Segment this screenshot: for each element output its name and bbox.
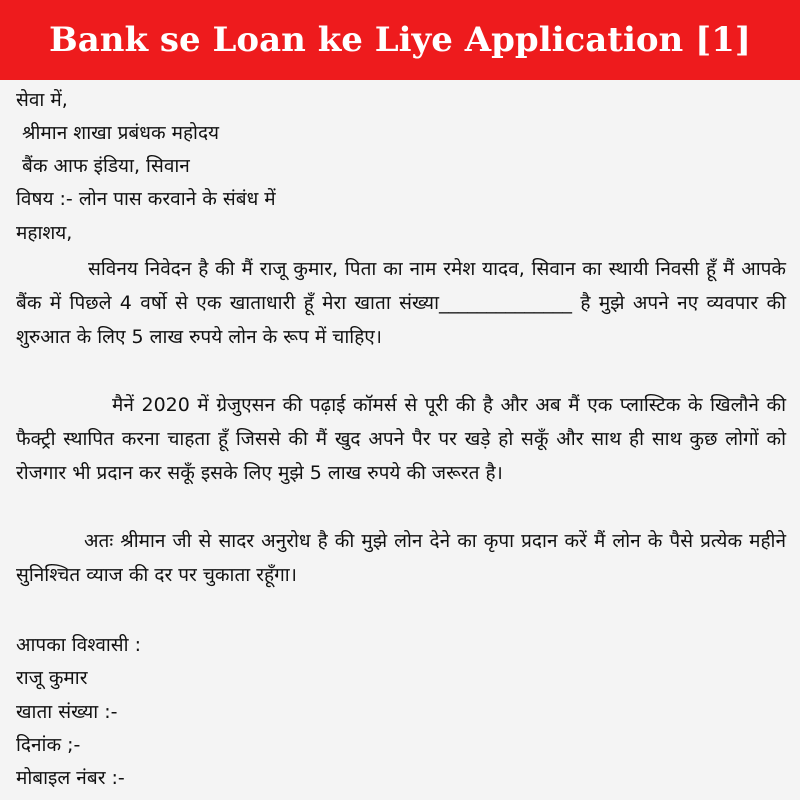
subject-line: विषय :- लोन पास करवाने के संबंध में bbox=[16, 188, 276, 210]
date-label: दिनांक ;- bbox=[16, 734, 81, 756]
recipient: श्रीमान शाखा प्रबंधक महोदय bbox=[16, 122, 220, 144]
title-banner bbox=[0, 0, 800, 80]
paragraph-2: मैनें 2020 में ग्रेजुएसन की पढ़ाई कॉमर्स से पूरी की है और अब मैं एक प्लास्टिक के खिलौने की फैक्ट्री स्थापित करना चाहता हूँ जिससे की मैं खुद अपने पैर पर खड़े हो सकूँ और साथ ही साथ कुछ लोगों को रोजगार भी प्रदान कर सकूँ इसके लिए मुझे 5 लाख रुपये की जरूरत है। bbox=[16, 394, 786, 484]
sender-name: राजू कुमार bbox=[16, 667, 88, 689]
paragraph-1: सविनय निवेदन है की मैं राजू कुमार, पिता का नाम रमेश यादव, सिवान का स्थायी निवसी हूँ मैं आपके बैंक में पिछले 4 वर्षो से एक खाताधारी हूँ मेरा खाता संख्या______________ है मुझे अपने नए व्यवपार की शुरुआत के लिए 5 लाख रुपये लोन के रूप में चाहिए। bbox=[16, 258, 786, 348]
account-number-label: खाता संख्या :- bbox=[16, 701, 118, 723]
paragraph-3: अतः श्रीमान जी से सादर अनुरोध है की मुझे लोन देने का कृपा प्रदान करें मैं लोन के पैसे प्रत्येक महीने सुनिश्चित व्याज की दर पर चुकाता रहूँगा। bbox=[16, 530, 786, 586]
salutation-to: सेवा में, bbox=[16, 89, 68, 111]
mobile-number-label: मोबाइल नंबर :- bbox=[16, 767, 125, 789]
bank-address: बैंक आफ इंडिया, सिवान bbox=[16, 155, 190, 177]
greeting: महाशय, bbox=[16, 222, 73, 244]
page-title: Bank se Loan ke Liye Application [1] bbox=[49, 20, 751, 60]
closing: आपका विश्वासी : bbox=[16, 634, 142, 656]
